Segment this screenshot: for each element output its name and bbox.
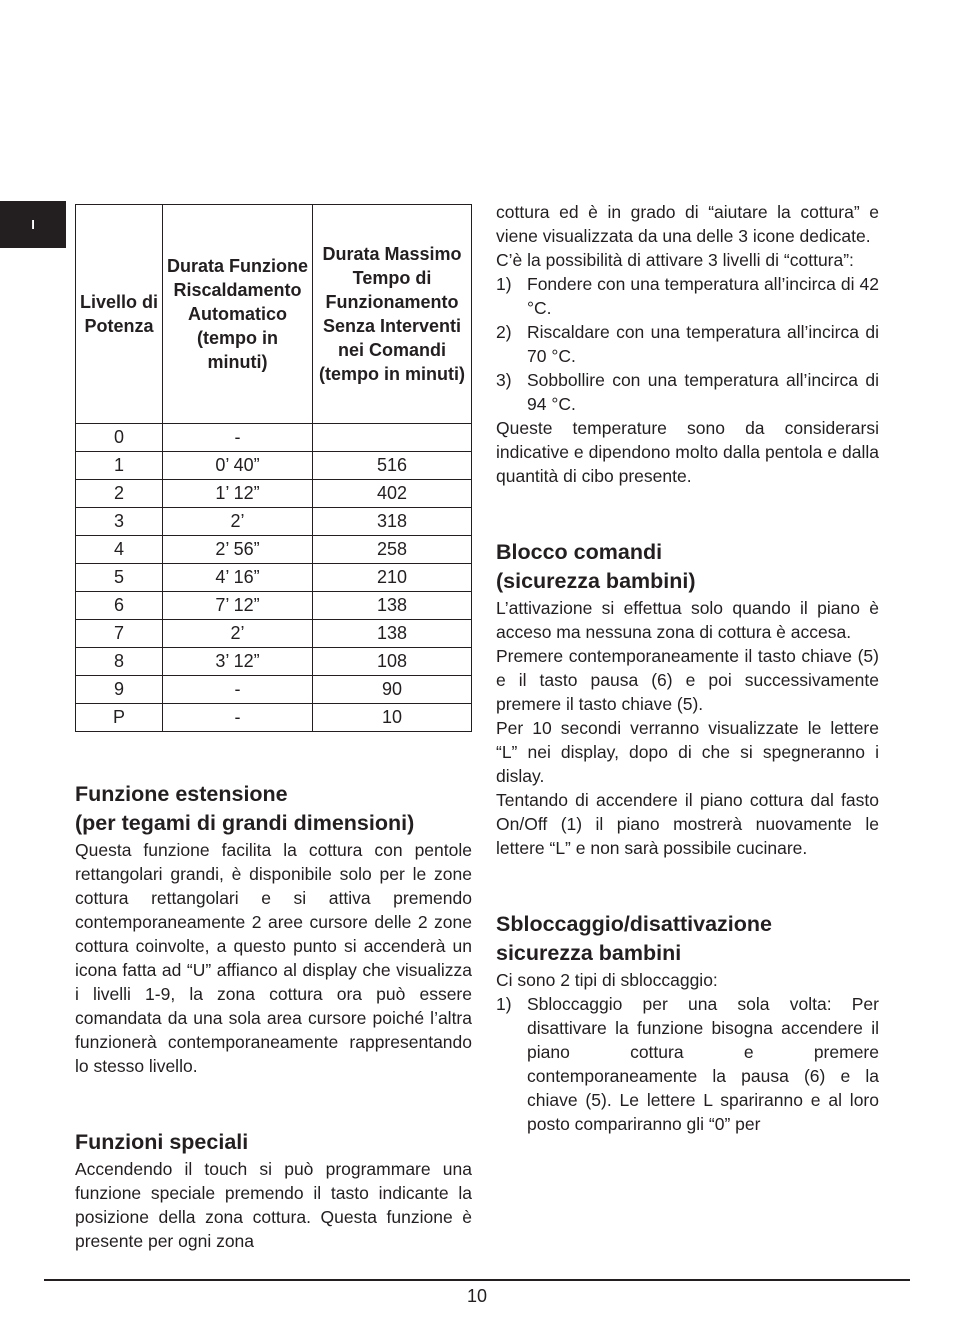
table-cell: 90 [313,676,472,704]
table-row [76,480,472,508]
blocco-title-2: (sicurezza bambini) [496,569,696,593]
table-cell: 3 [76,508,163,536]
list-item-text: Riscaldare con una temperatura all’incirca di 70 °C. [527,322,879,366]
table-row [76,508,472,536]
table-row [76,424,472,452]
table-cell: 138 [313,592,472,620]
table-cell: 0 [76,424,163,452]
table-cell: 1’ 12” [163,480,313,508]
table-cell: 7’ 12” [163,592,313,620]
estensione-title-1: Funzione estensione [75,782,288,806]
header-durata-massimo: Durata Massimo Tempo di Funzionamento Senza Interventi nei Comandi (tempo in minuti) [313,205,472,424]
table-row [76,592,472,620]
sblocco-intro: Ci sono 2 tipi di sbloccaggio: [496,970,718,990]
language-tab [0,201,66,248]
table-row [76,536,472,564]
table-cell: 6 [76,592,163,620]
table-cell: P [76,704,163,732]
page-number: 10 [466,1286,488,1306]
table-header-row [76,205,472,424]
table-cell: 2 [76,480,163,508]
speciali-note: Queste temperature sono da considerarsi indicative e dipendono molto dalla pentola e dalla quantità di cibo presente. [496,418,879,486]
speciali-body-part-2: cottura ed è in grado di “aiutare la cottura” e viene visualizzata da una delle 3 icone dedicate. [496,202,879,246]
blocco-p2: Premere contemporaneamente il tasto chiave (5) e il tasto pausa (6) e poi successivamente premere il tasto chiave (5). [496,646,879,714]
table-cell: 138 [313,620,472,648]
list-item-text: Sobbollire con una temperatura all’incirca di 94 °C. [527,370,879,414]
table-cell: 210 [313,564,472,592]
footer-rule [44,1279,910,1281]
speciali-title: Funzioni speciali [75,1130,249,1154]
table-cell: 108 [313,648,472,676]
table-row [76,704,472,732]
sblocco-list [496,992,879,1136]
table-cell: 1 [76,452,163,480]
blocco-p4: Tentando di accendere il piano cottura dal fasto On/Off (1) il piano mostrerà nuovamente le lettere “L” e non sarà possibile cucinare. [496,790,879,858]
section-speciali [75,1128,472,1253]
list-item [496,272,879,320]
table-cell: 5 [76,564,163,592]
table-cell: 0’ 40” [163,452,313,480]
table-cell [313,424,472,452]
list-item [496,992,879,1136]
table-cell: 2’ 56” [163,536,313,564]
table-row [76,452,472,480]
list-item-number: 1) [496,994,512,1014]
table-cell: 2’ [163,620,313,648]
table-cell: 318 [313,508,472,536]
power-level-table [75,204,472,732]
list-item-text: Fondere con una temperatura all’incirca di 42 °C. [527,274,879,318]
table-cell: 4’ 16” [163,564,313,592]
section-sblocco [496,910,879,1136]
estensione-body: Questa funzione facilita la cottura con pentole rettangolari grandi, è disponibile solo per le zone cottura rettangolari e si attiva premendo contemporaneamente 2 aree cursore delle 2 zone cottura coinvolte, a questo punto si accenderà un icona fatta ad “U” affianco al display che visualizza i livelli 1-9, la zona cottura ora può essere comandata da una sola area cursore poiché l’altra funzionerà contemporaneamente rappresentando lo stesso livello. [75,840,472,1076]
table-cell: - [163,704,313,732]
table-cell: 7 [76,620,163,648]
list-item [496,368,879,416]
table-cell: 258 [313,536,472,564]
list-item [496,320,879,368]
right-column [496,200,879,1136]
table-cell: 3’ 12” [163,648,313,676]
table-cell: 402 [313,480,472,508]
table-body [76,424,472,732]
sblocco-title-1: Sbloccaggio/disattivazione [496,912,772,936]
table-cell: - [163,676,313,704]
section-estensione [75,780,472,1078]
table-row [76,620,472,648]
table-cell: 8 [76,648,163,676]
table-cell: 4 [76,536,163,564]
sblocco-title-2: sicurezza bambini [496,941,682,965]
speciali-body-part-1: Accendendo il touch si può programmare una funzione speciale premendo il tasto indicante la posizione della zona cottura. Questa funzione è presente per ogni zona [75,1159,472,1251]
left-column [75,204,472,1253]
list-item-number: 2) [496,322,512,342]
language-tab-label: I [31,217,35,232]
table-row [76,564,472,592]
table-row [76,648,472,676]
table-cell: 10 [313,704,472,732]
blocco-p3: Per 10 secondi verranno visualizzate le lettere “L” nei display, dopo di che si spegneranno i dislay. [496,718,879,786]
table-cell: 516 [313,452,472,480]
header-livello: Livello di Potenza [76,205,163,424]
blocco-title-1: Blocco comandi [496,540,663,564]
table-cell: - [163,424,313,452]
estensione-title-2: (per tegami di grandi dimensioni) [75,811,415,835]
table-cell: 9 [76,676,163,704]
section-blocco [496,538,879,860]
header-durata-riscaldamento: Durata Funzione Riscaldamento Automatico (tempo in minuti) [163,205,313,424]
list-item-number: 1) [496,274,512,294]
blocco-p1: L’attivazione si effettua solo quando il piano è acceso ma nessuna zona di cottura è accesa. [496,598,879,642]
speciali-levels-intro: C’è la possibilità di attivare 3 livelli di “cottura”: [496,250,854,270]
list-item-text: Sbloccaggio per una sola volta: Per disattivare la funzione bisogna accendere il piano cottura e premere contemporaneamente la pausa (6) e la chiave (5). Le lettere L spariranno e al loro posto compariranno gli “0” per [527,994,879,1134]
table-cell: 2’ [163,508,313,536]
speciali-levels-list [496,272,879,416]
table-row [76,676,472,704]
list-item-number: 3) [496,370,512,390]
